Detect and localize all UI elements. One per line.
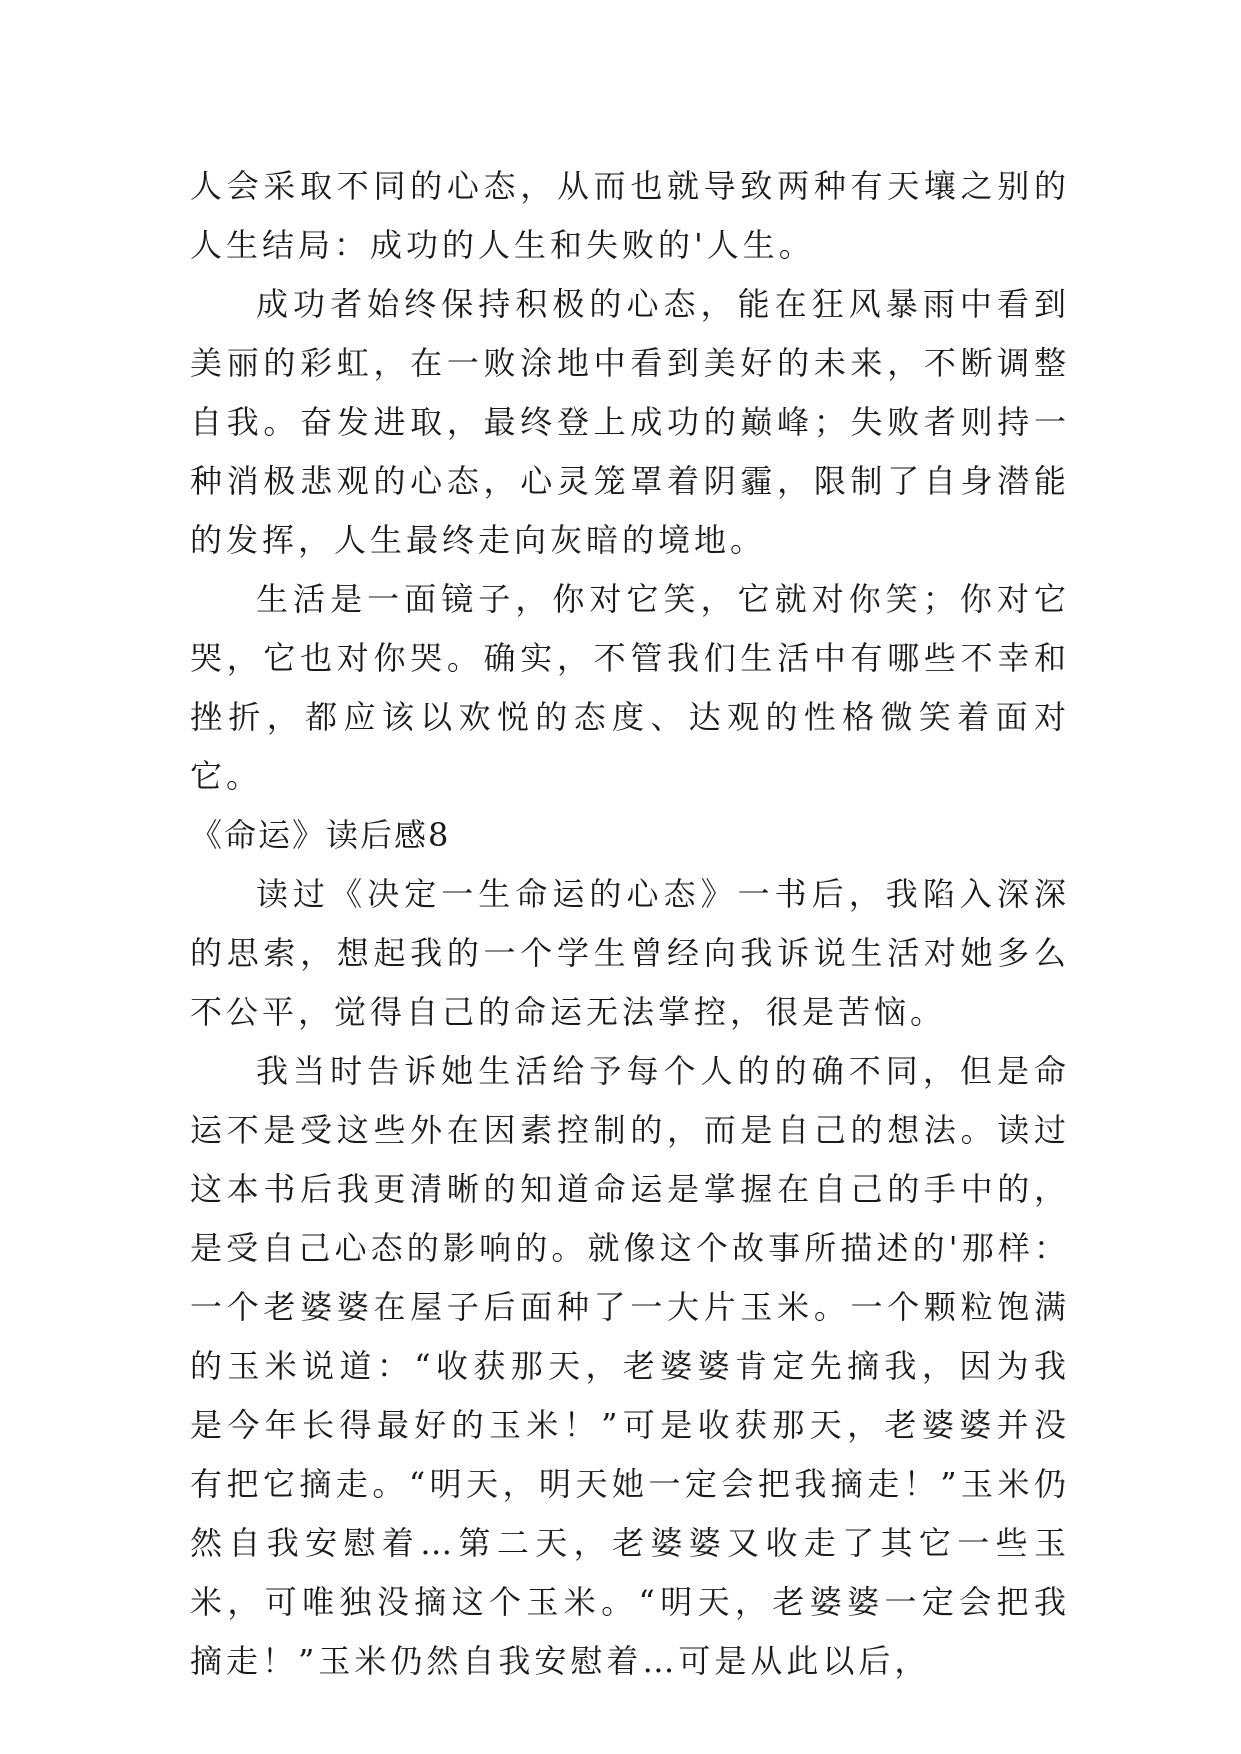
document-body [190,157,1070,1691]
paragraph-corn-story: 我当时告诉她生活给予每个人的的确不同，但是命运不是受这些外在因素控制的，而是自己的想法。读过这本书后我更清晰的知道命运是掌握在自己的手中的，是受自己心态的影响的。就像这个故事所描述的'那样：一个老婆婆在屋子后面种了一大片玉米。一个颗粒饱满的玉米说道：“收获那天，老婆婆肯定先摘我，因为我是今年长得最好的玉米！”可是收获那天，老婆婆并没有把它摘走。“明天，明天她一定会把我摘走！”玉米仍然自我安慰着…第二天，老婆婆又收走了其它一些玉米，可唯独没摘这个玉米。“明天，老婆婆一定会把我摘走！”玉米仍然自我安慰着…可是从此以后， [190,1052,1070,1680]
paragraph-success-mindset: 成功者始终保持积极的心态，能在狂风暴雨中看到美丽的彩虹，在一败涂地中看到美好的未来，不断调整自我。奋发进取，最终登上成功的巅峰；失败者则持一种消极悲观的心态，心灵笼罩着阴霾，限制了自身潜能的发挥，人生最终走向灰暗的境地。 [190,285,1070,559]
paragraph-book-reflection: 读过《决定一生命运的心态》一书后，我陷入深深的思索，想起我的一个学生曾经向我诉说生活对她多么不公平，觉得自己的命运无法掌控，很是苦恼。 [190,875,1070,1031]
paragraph-life-mirror: 生活是一面镜子，你对它笑，它就对你笑；你对它哭，它也对你哭。确实，不管我们生活中有哪些不幸和挫折，都应该以欢悦的态度、达观的性格微笑着面对它。 [190,580,1070,795]
paragraph-continuation: 人会采取不同的心态，从而也就导致两种有天壤之别的人生结局：成功的人生和失败的'人生。 [190,167,1070,264]
section-heading: 《命运》读后感8 [190,816,451,854]
